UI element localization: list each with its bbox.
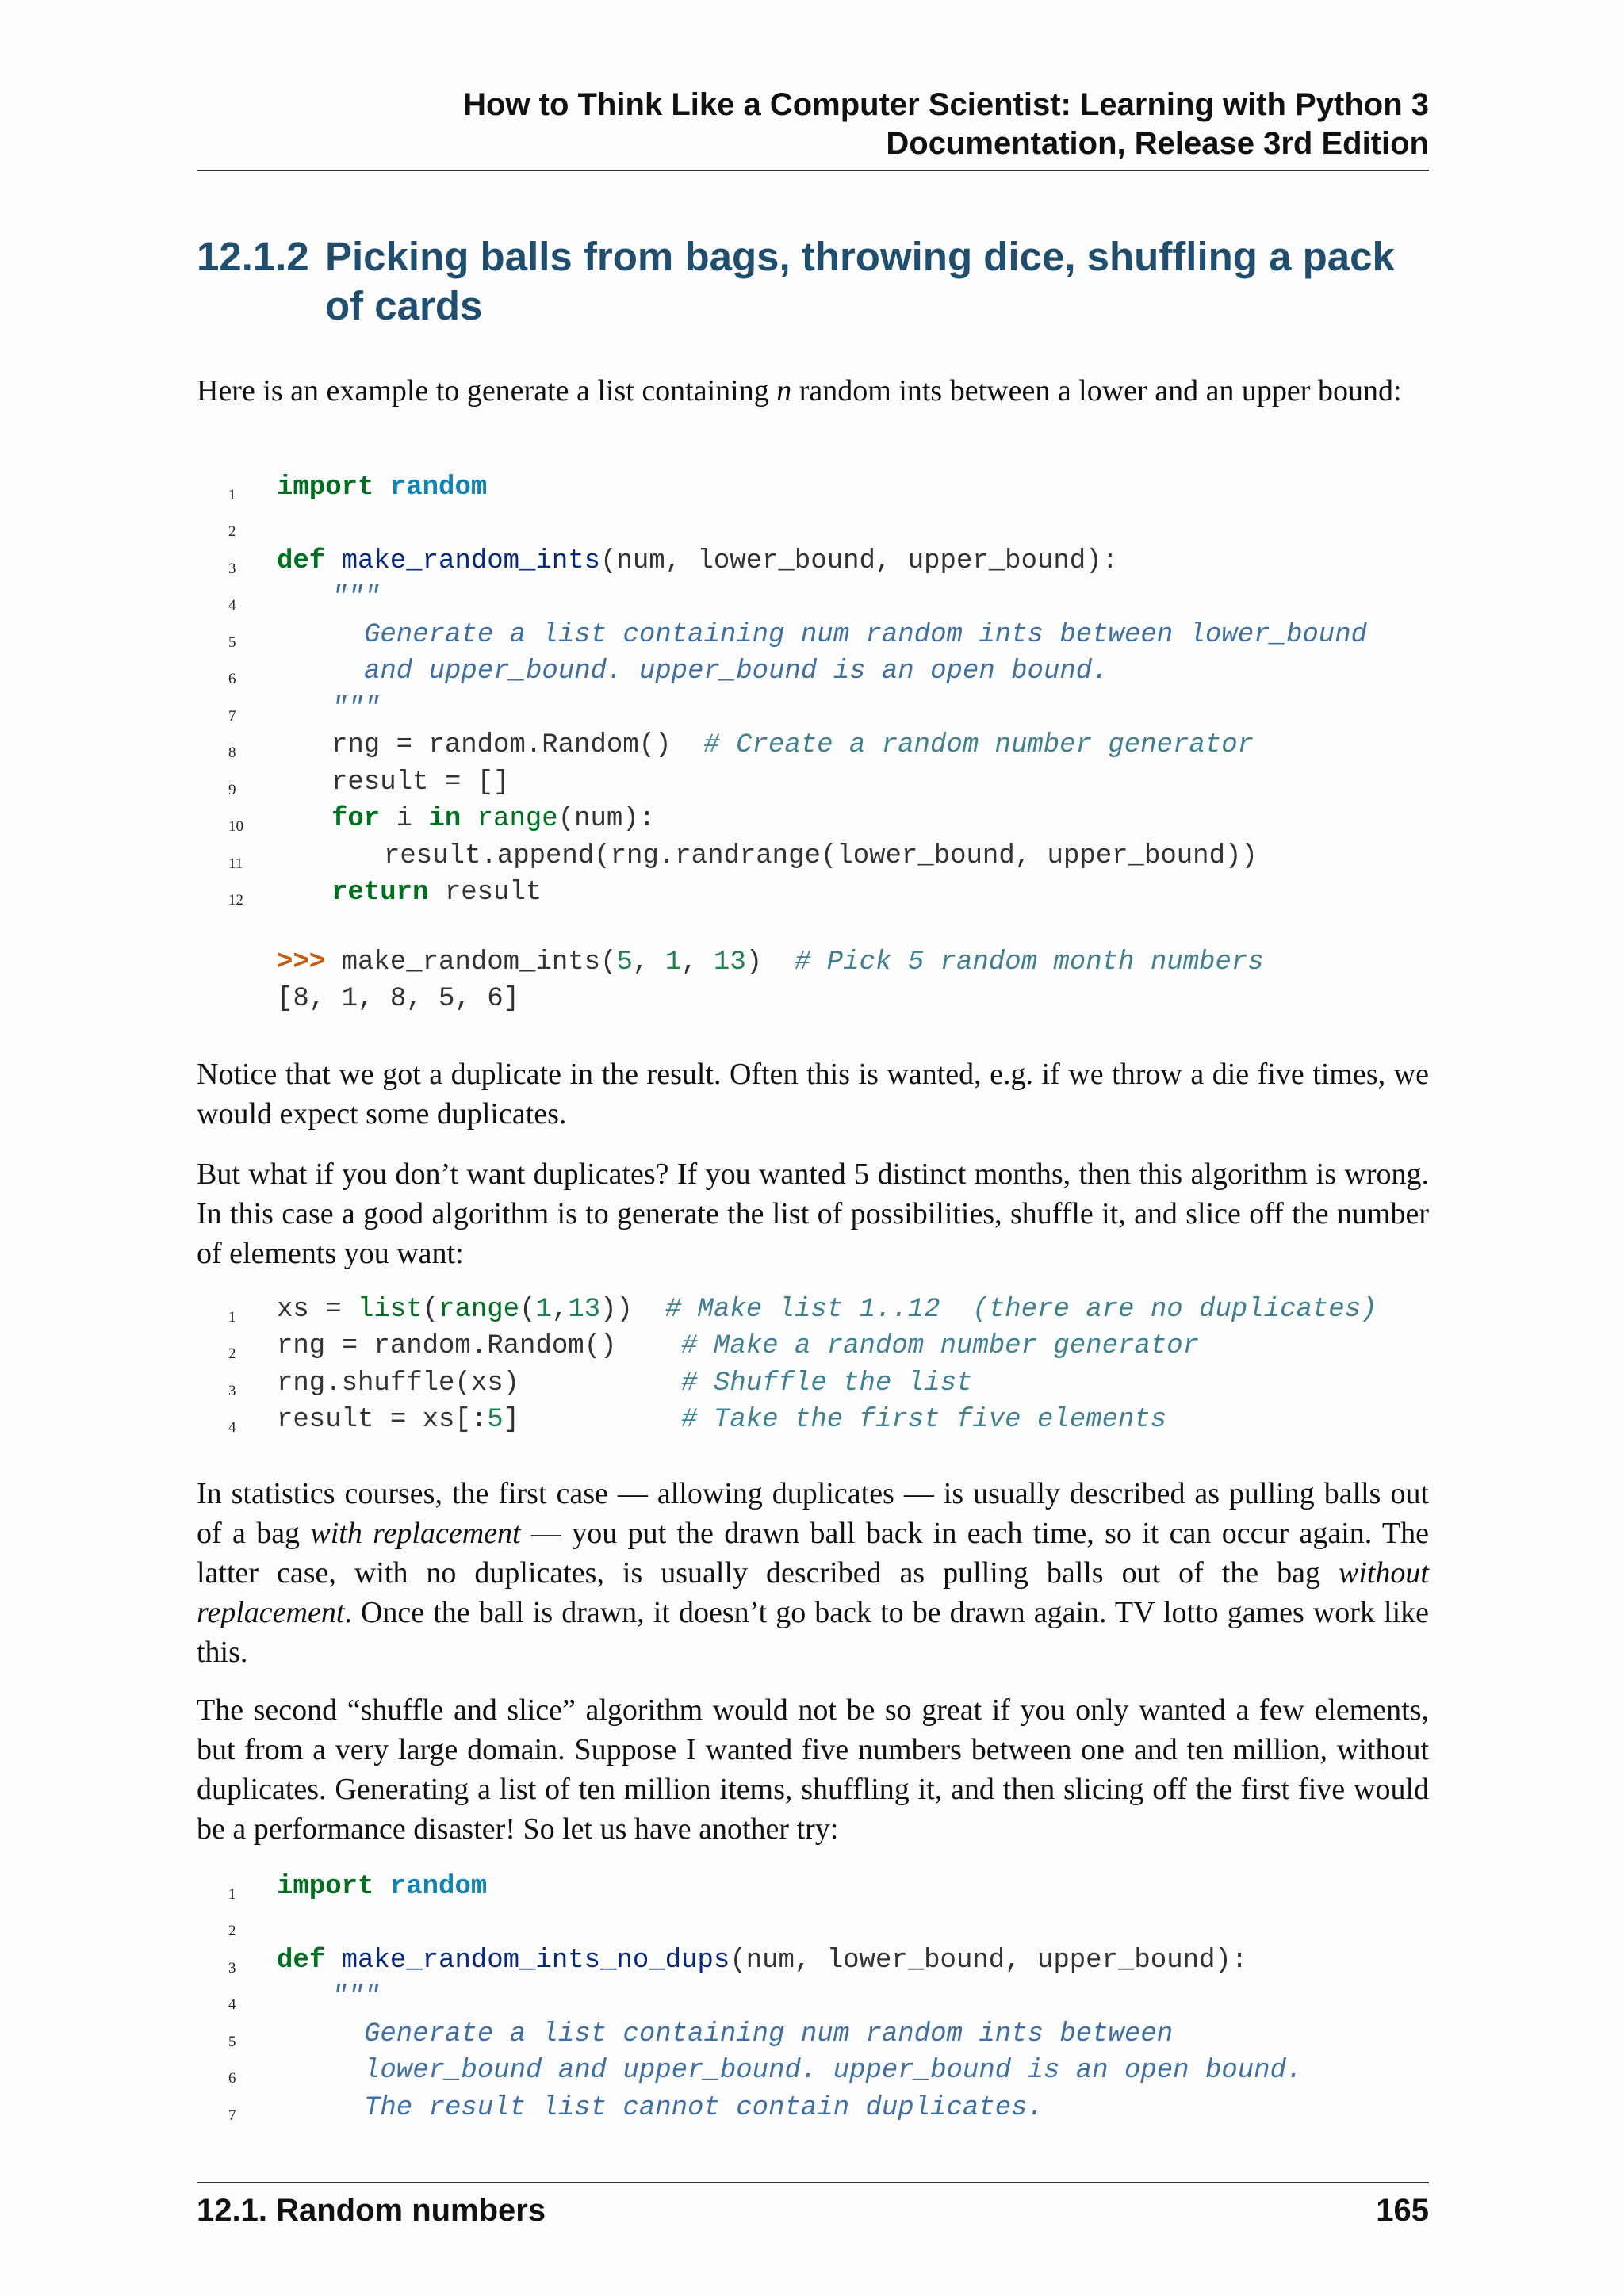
code-text: rng = random.Random() bbox=[331, 730, 672, 760]
number: 1 bbox=[665, 947, 682, 978]
page-number: 165 bbox=[1376, 2193, 1429, 2228]
docstring: """ bbox=[331, 1982, 381, 2012]
line-number: 2 bbox=[228, 1923, 236, 1939]
builtin: range bbox=[477, 804, 558, 834]
code-text: ) bbox=[745, 947, 763, 978]
code-line bbox=[277, 1368, 972, 1399]
number: 13 bbox=[713, 947, 746, 978]
code-line bbox=[331, 730, 1254, 760]
code-text: xs = bbox=[277, 1295, 358, 1325]
code-line bbox=[331, 878, 542, 908]
paragraph-duplicates: Notice that we got a duplicate in the result. Often this is wanted, e.g. if we throw a die five times, we would expect some duplicates. bbox=[197, 1058, 1429, 1131]
number: 5 bbox=[616, 947, 633, 978]
repl-example bbox=[197, 947, 1505, 1027]
paragraph-shuffle-slice: The second “shuffle and slice” algorithm would not be so great if you only wanted a few elements, but from a very large domain. Suppose I wanted five numbers between one and ten million, without duplicates. Generating a list of ten million items, shuffling it, and then slicing off the first five would be a performance disaster! So let us have another try: bbox=[197, 1693, 1429, 1846]
paragraph-text: random ints between a lower and an upper bound: bbox=[791, 374, 1402, 408]
line-number: 6 bbox=[228, 671, 236, 687]
code-line bbox=[277, 473, 487, 503]
keyword: import bbox=[277, 473, 374, 503]
number: 5 bbox=[487, 1405, 504, 1435]
line-number: 7 bbox=[228, 708, 236, 725]
repl-prompt: >>> bbox=[277, 947, 326, 978]
line-number: 10 bbox=[228, 818, 243, 835]
line-number: 3 bbox=[228, 1960, 236, 1976]
comment: # Pick 5 random month numbers bbox=[794, 947, 1264, 978]
code-text: make_random_ints( bbox=[325, 947, 617, 978]
header-line-1: How to Think Like a Computer Scientist: Learning with Python 3 bbox=[463, 87, 1429, 122]
builtin: list bbox=[358, 1295, 423, 1325]
paragraph-text: In statistics courses, the first case — allowing duplicates — is usually described as pulling balls out of a bag bbox=[197, 1477, 1429, 1550]
running-header bbox=[197, 86, 1429, 163]
keyword: in bbox=[428, 804, 462, 834]
line-number: 4 bbox=[228, 1419, 236, 1436]
code-line: result = [] bbox=[331, 767, 510, 798]
docstring: """ bbox=[331, 583, 381, 613]
code-line bbox=[277, 1405, 1166, 1435]
paragraph-replacement bbox=[197, 1474, 1429, 1672]
keyword: for bbox=[331, 804, 381, 834]
docstring: """ bbox=[331, 694, 381, 724]
line-number: 4 bbox=[228, 597, 236, 614]
code-line bbox=[277, 546, 1118, 576]
code-text: (num): bbox=[557, 804, 656, 834]
line-number: 2 bbox=[228, 1345, 236, 1362]
line-number: 2 bbox=[228, 523, 236, 540]
line-number: 9 bbox=[228, 782, 236, 798]
code-text: ( bbox=[422, 1295, 439, 1325]
function-name: make_random_ints_no_dups bbox=[341, 1946, 730, 1976]
docstring: Generate a list containing num random ints between lower_bound bbox=[364, 620, 1368, 650]
line-number: 1 bbox=[228, 1309, 236, 1326]
line-number: 12 bbox=[228, 892, 243, 909]
emphasis: without replacement bbox=[197, 1556, 1429, 1629]
code-line bbox=[277, 1331, 1199, 1361]
code-block-make-random-ints bbox=[197, 473, 1505, 932]
code-text: rng.shuffle(xs) bbox=[277, 1368, 520, 1399]
header-rule bbox=[197, 170, 1429, 171]
comment: # Make a random number generator bbox=[681, 1331, 1200, 1361]
footer-rule bbox=[197, 2182, 1429, 2183]
line-number: 6 bbox=[228, 2070, 236, 2087]
line-number: 5 bbox=[228, 2034, 236, 2050]
comment: # Shuffle the list bbox=[681, 1368, 973, 1399]
repl-line: >>> make_random_ints(5, 1, 13) # Pick 5 random month numbers bbox=[277, 947, 1264, 978]
section-number: 12.1.2 bbox=[197, 234, 309, 279]
footer-section: 12.1. Random numbers bbox=[197, 2193, 546, 2228]
keyword: def bbox=[277, 1946, 326, 1976]
docstring: lower_bound and upper_bound. upper_bound is an open bound. bbox=[364, 2056, 1303, 2086]
math-n: n bbox=[776, 374, 792, 408]
code-text: ] bbox=[503, 1405, 520, 1435]
module-name: random bbox=[389, 473, 488, 503]
signature: (num, lower_bound, upper_bound): bbox=[600, 546, 1118, 576]
comment: # Create a random number generator bbox=[703, 730, 1254, 760]
code-line bbox=[277, 1946, 1247, 1976]
code-line bbox=[277, 1872, 487, 1902]
docstring: Generate a list containing num random ints between bbox=[364, 2019, 1174, 2049]
header-line-2: Documentation, Release 3rd Edition bbox=[886, 126, 1429, 161]
code-text: result = xs[: bbox=[277, 1405, 488, 1435]
code-block-no-dups bbox=[197, 1872, 1505, 2133]
line-number: 3 bbox=[228, 1383, 236, 1399]
signature: (num, lower_bound, upper_bound): bbox=[730, 1946, 1248, 1976]
paragraph-text: . Once the ball is drawn, it doesn’t go back to be drawn again. TV lotto games work like this. bbox=[197, 1596, 1429, 1669]
code-text: i bbox=[380, 804, 429, 834]
keyword: def bbox=[277, 546, 326, 576]
docstring: and upper_bound. upper_bound is an open bound. bbox=[364, 656, 1109, 687]
section-heading bbox=[197, 232, 1429, 331]
code-text: rng = random.Random() bbox=[277, 1331, 617, 1361]
code-block-shuffle bbox=[197, 1295, 1505, 1453]
line-number: 4 bbox=[228, 1996, 236, 2013]
line-number: 11 bbox=[228, 855, 243, 872]
repl-output: [8, 1, 8, 5, 6] bbox=[277, 984, 520, 1014]
builtin: range bbox=[439, 1295, 520, 1325]
paragraph-text: Here is an example to generate a list containing bbox=[197, 374, 777, 408]
comment: # Make list 1..12 (there are no duplicates) bbox=[665, 1295, 1377, 1325]
line-number: 7 bbox=[228, 2107, 236, 2124]
number: 13 bbox=[568, 1295, 601, 1325]
code-line bbox=[331, 804, 655, 834]
line-number: 8 bbox=[228, 744, 236, 761]
code-text: result bbox=[428, 878, 542, 908]
function-name: make_random_ints bbox=[341, 546, 601, 576]
keyword: return bbox=[331, 878, 429, 908]
code-text: ( bbox=[519, 1295, 536, 1325]
comment: # Take the first five elements bbox=[681, 1405, 1167, 1435]
emphasis: with replacement bbox=[310, 1517, 521, 1550]
code-line: result.append(rng.randrange(lower_bound, upper_bound)) bbox=[384, 841, 1258, 871]
line-number: 5 bbox=[228, 634, 236, 651]
line-number: 3 bbox=[228, 561, 236, 577]
docstring: The result list cannot contain duplicates. bbox=[364, 2093, 1044, 2123]
keyword: import bbox=[277, 1872, 374, 1902]
paragraph-no-duplicates: But what if you don’t want duplicates? If you wanted 5 distinct months, then this algorithm is wrong. In this case a good algorithm is to generate the list of possibilities, shuffle it, and slice off the number of elements you want: bbox=[197, 1158, 1429, 1270]
code-text: , bbox=[551, 1295, 569, 1325]
paragraph-text: — you put the drawn ball back in each time, so it can occur again. The latter case, with no duplicates, is usually described as pulling balls out of the bag bbox=[197, 1517, 1429, 1590]
paragraph-intro bbox=[197, 371, 1429, 411]
line-number: 1 bbox=[228, 487, 236, 503]
number: 1 bbox=[535, 1295, 552, 1325]
code-text: )) bbox=[600, 1295, 633, 1325]
section-title: Picking balls from bags, throwing dice, shuffling a pack of cards bbox=[325, 234, 1395, 328]
line-number: 1 bbox=[228, 1886, 236, 1903]
code-line bbox=[277, 1295, 1377, 1325]
module-name: random bbox=[389, 1872, 488, 1902]
